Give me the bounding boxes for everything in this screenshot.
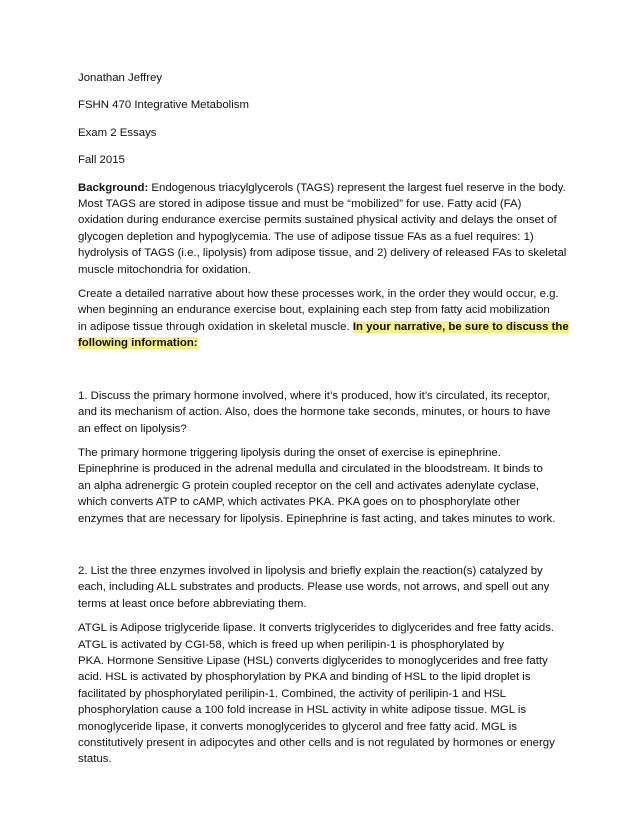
answer-2-line: ATGL is Adipose triglyceride lipase. It converts triglycerides to diglycerides and free fatty acids. [78,622,555,635]
author-name: Jonathan Jeffrey [78,72,163,84]
answer-1-line: an alpha adrenergic G protein coupled receptor on the cell and activates adenylate cyclase, [78,479,539,492]
instructions-line: Create a detailed narrative about how these processes work, in the order they would occur, e.g. [78,288,559,301]
answer-2-line: monoglyceride lipase, it converts monoglycerides to glycerol and free fatty acid. MGL is [78,720,517,733]
exam-title: Exam 2 Essays [78,126,157,139]
question-2-line: terms at least once before abbreviating them. [78,597,307,610]
background-label: Background: [78,181,149,194]
background-line: Endogenous triacylglycerols (TAGS) represent the largest fuel reserve in the body. [148,181,566,194]
highlighted-instruction: following information: [78,337,198,350]
answer-1-line: enzymes that are necessary for lipolysis. Epinephrine is fast acting, and takes minutes to work. [78,512,556,525]
answer-2-line: ATGL is activated by CGI-58, which is freed up when perilipin-1 is phosphorylated by [78,638,505,651]
instructions-line: in adipose tissue through oxidation in skeletal muscle. [78,320,353,333]
question-1-line: 1. Discuss the primary hormone involved, where it’s produced, how it’s circulated, its receptor, [78,389,550,402]
answer-2 [78,620,578,768]
spacer [78,360,578,388]
background-line: hydrolysis of TAGS (i.e., lipolysis) from adipose tissue, and 2) delivery of released FAs to skeletal [78,247,567,260]
answer-1-line: The primary hormone triggering lipolysis during the onset of exercise is epinephrine. [78,446,501,459]
course-title: FSHN 470 Integrative Metabolism [78,99,249,112]
instructions-line: when beginning an endurance exercise bout, explaining each step from fatty acid mobilization [78,304,550,317]
answer-1-line: which converts ATP to cAMP, which activates PKA. PKA goes on to phosphorylate other [78,496,520,509]
answer-1-line: Epinephrine is produced in the adrenal medulla and circulated in the bloodstream. It binds to [78,463,543,476]
highlighted-instruction: In your narrative, be sure to discuss the [352,320,569,333]
answer-1 [78,445,578,527]
spacer [78,535,578,563]
background-line: oxidation during endurance exercise permits sustained physical activity and delays the onset of [78,214,557,227]
question-1-line: an effect on lipolysis? [78,422,187,435]
question-2-line: 2. List the three enzymes involved in lipolysis and briefly explain the reaction(s) catalyzed by [78,564,543,577]
answer-2-line: facilitated by phosphorylated perilipin-1. Combined, the activity of perilipin-1 and HSL [78,687,507,700]
question-2-line: each, including ALL substrates and products. Please use words, not arrows, and spell out any [78,581,550,594]
question-1 [78,388,578,437]
answer-2-line: PKA. Hormone Sensitive Lipase (HSL) converts diglycerides to monoglycerides and free fatty [78,654,548,667]
answer-2-line: phosphorylation cause a 100 fold increase in HSL activity in white adipose tissue. MGL is [78,704,527,717]
background-line: muscle mitochondria for oxidation. [78,263,251,276]
background-paragraph [78,180,578,278]
answer-2-line: constitutively present in adipocytes and other cells and is not regulated by hormones or energy [78,737,555,749]
term: Fall 2015 [78,154,125,167]
background-line: Most TAGS are stored in adipose tissue and must be “mobilized” for use. Fatty acid (FA) [78,198,522,211]
answer-2-line: acid. HSL is activated by phosphorylation by PKA and binding of HSL to the lipid droplet is [78,671,531,684]
question-1-line: and its mechanism of action. Also, does the hormone take seconds, minutes, or hours to have [78,406,551,419]
question-2 [78,563,578,612]
answer-2-line: status. [78,753,112,766]
instructions-paragraph [78,286,578,352]
background-line: glycogen depletion and hypoglycemia. The use of adipose tissue FAs as a fuel requires: 1) [78,230,534,243]
